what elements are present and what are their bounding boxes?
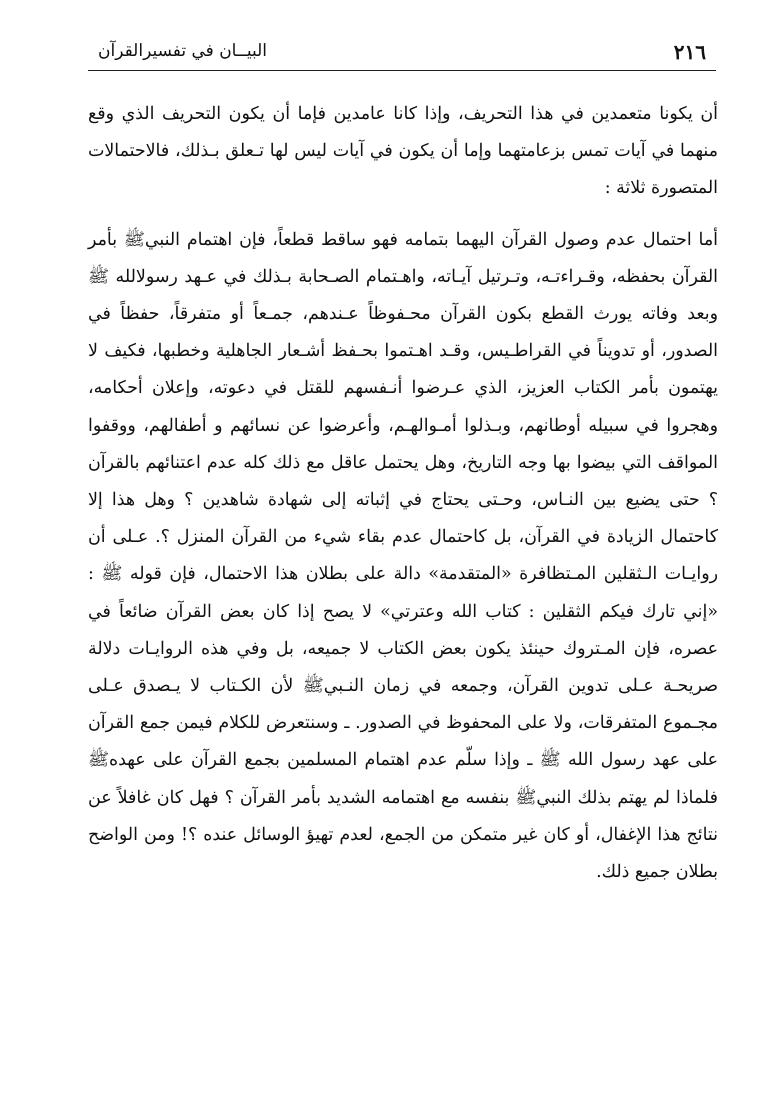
paragraph-1: أن يكونا متعمدين في هذا التحريف، وإذا كانا عامدين فإما أن يكون التحريف الذي وقع منهما في آيات تمس بزعامتهما وإما أن يكون في آيات ليس لها تـعلق بـذلك، فالاحتمالات المتصورة ثلاثة : — [88, 104, 718, 199]
book-title: البيــان في تفسيرالقرآن — [98, 41, 267, 61]
body-text — [88, 96, 718, 891]
running-header — [88, 34, 716, 71]
page-number: ٢١٦ — [673, 40, 706, 64]
paragraph-2: أما احتمال عدم وصول القرآن اليهما بتمامه فهو ساقط قطعاً، فإن اهتمام النبيﷺ بأمر القرآن بحفظه، وقـراءتـه، وتـرتيل آيـاته، واهـتمام الصـحابة بـذلك في عـهد رسولالله ﷺ وبعد وفاته يورث القطع بكون القرآن محـفوظاً عـندهم، جمـعاً أو متفرقاً، حفظاً في الصدور، أو تدويناً في القراطـيس، وقـد اهـتموا بحـفظ أشـعار الجاهلية وخطبها، فكيف لا يهتمون بأمر الكتاب العزيز، الذي عـرضوا أنـفسهم للقتل في دعوته، وإعلان أحكامه، وهجروا في سبيله أوطانهم، وبـذلوا أمـوالهـم، وأعرضوا عن نسائهم و أطفالهم، ووقفوا المواقف التي بيضوا بها وجه التاريخ، وهل يحتمل عاقل مع ذلك كله عدم اعتنائهم بالقرآن ؟ حتى يضيع بين النـاس، وحـتى يحتاج في إثباته إلى شهادة شاهدين ؟ وهل هذا إلا كاحتمال الزيادة في القرآن، بل كاحتمال عدم بقاء شيء من القرآن المنزل ؟. عـلى أن روايـات الـثقلين المـتظافرة «المتقدمة» دالة على بطلان هذا الاحتمال، فإن قوله ﷺ : «إني تارك فيكم الثقلين : كتاب الله وعترتي» لا يصح إذا كان بعض القرآن ضائعاً في عصره، فإن المـتروك حينئذ يكون بعض الكتاب لا جميعه، بل وفي هذه الروايـات دلالة صريحـة عـلى تدوين القرآن، وجمعه في زمان النـبيﷺ لأن الكـتاب لا يـصدق عـلى مجـموع المتفرقات، ولا على المحفوظ في الصدور. ـ وسنتعرض للكلام فيمن جمع القرآن على عهد رسول الله ﷺ ـ وإذا سلّم عدم اهتمام المسلمين بجمع القرآن على عهدهﷺ فلماذا لم يهتم بذلك النبيﷺ بنفسه مع اهتمامه الشديد بأمر القرآن ؟ فهل كان غافلاً عن نتائج هذا الإغفال، أو كان غير متمكن من الجمع، لعدم تهيؤ الوسائل عنده ؟! ومن الواضح بطلان جميع ذلك. — [88, 229, 718, 883]
